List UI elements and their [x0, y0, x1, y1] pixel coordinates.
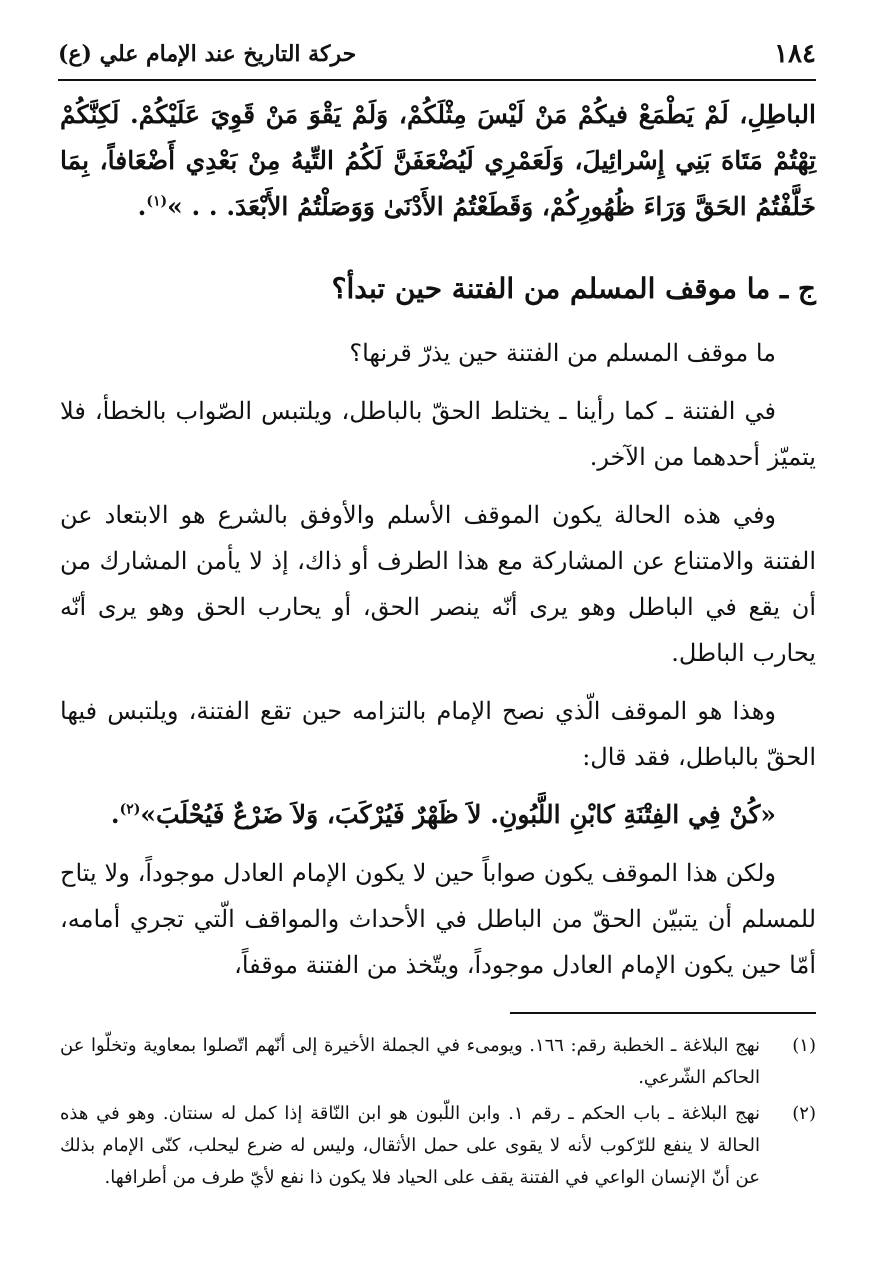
paragraph-imam-advice: وهذا هو الموقف الّذي نصح الإمام بالتزامه حين تقع الفتنة، ويلتبس فيها الحقّ بالباطل، فقد قال: — [60, 697, 816, 771]
quote-ibn-labun: «كُنْ فِي الفِتْنَةِ كابْنِ اللَّبُونِ. لاَ ظَهْرٌ فَيُرْكَبَ، وَلاَ ضَرْعٌ فَيُحْلَبَ»$^{(٢)}$. — [110, 800, 776, 829]
footnote-text: نهج البلاغة ـ باب الحكم ـ رقم ١. وابن اللّبون هو ابن النّاقة إذا كمل له سنتان. وهو في هذه الحالة لا ينفع للرّكوب لأنه لا يقوى على حمل الأثقال، وليس له ضرع ليحلب، كنّى الإمام بذلك عن أنّ الإنسان الواعي في الفتنة يقف على الحياد فلا يكون ذا نفع لأيّ طرف من أطرافها. — [60, 1103, 760, 1188]
footnote-text: نهج البلاغة ـ الخطبة رقم: ١٦٦. ويومىء في الجملة الأخيرة إلى أنّهم اتّصلوا بمعاوية وتخلّوا عن الحاكم الشّرعي. — [60, 1035, 760, 1088]
paragraph-question: ما موقف المسلم من الفتنة حين يذرّ قرنها؟ — [349, 339, 776, 367]
quote-continuation: الباطِلِ، لَمْ يَطْمَعْ فيكُمْ مَنْ لَيْسَ مِثْلَكُمْ، وَلَمْ يَقْوَ مَنْ قَوِيَ عَلَيْكُمْ. لَكِنَّكُمْ تِهْتُمْ مَتَاهَ بَنِي إِسْرائِيلَ، وَلَعَمْرِي لَيُضْعَفَنَّ لَكُمُ التِّيهُ مِنْ بَعْدِي أَضْعَافاً، بِمَا خَلَّفْتُمُ الحَقَّ وَرَاءَ ظُهُورِكُمْ، وَقَطَعْتُمُ الأَدْنَىٰ وَوَصَلْتُمُ الأَبْعَدَ. . . »$^{(١)}$. — [60, 100, 816, 221]
paragraph-position: وفي هذه الحالة يكون الموقف الأسلم والأوفق بالشرع هو الابتعاد عن الفتنة والامتناع عن المشاركة مع هذا الطرف أو ذاك، إذ لا يأمن المشارك من أن يقع في الباطل وهو يرى أنّه ينصر الحق، أو يحارب الحق وهو يرى أنّه يحارب الباطل. — [60, 501, 816, 667]
footnote-ref-1: (١) — [146, 193, 168, 210]
paragraph-fitna: في الفتنة ـ كما رأينا ـ يختلط الحقّ بالباطل، ويلتبس الصّواب بالخطأ، فلا يتميّز أحدهما من الآخر. — [60, 397, 816, 471]
quote-ibn-labun-text: «كُنْ فِي الفِتْنَةِ كابْنِ اللَّبُونِ. لاَ ظَهْرٌ فَيُرْكَبَ، وَلاَ ضَرْعٌ فَيُحْلَبَ» — [140, 800, 776, 829]
footnote-number: (٢) — [792, 1103, 816, 1124]
section-heading: ج ـ ما موقف المسلم من الفتنة حين تبدأ؟ — [331, 272, 816, 305]
footnote-2 — [60, 1098, 816, 1194]
main-text — [60, 92, 816, 1000]
paragraph-just-imam: ولكن هذا الموقف يكون صواباً حين لا يكون الإمام العادل موجوداً، ولا يتاح للمسلم أن يتبيّن الحقّ من الباطل في الأحداث والمواقف الّتي تجري أمامه، أمّا حين يكون الإمام العادل موجوداً، ويتّخذ من الفتنة موقفاً، — [60, 859, 816, 979]
header-divider — [58, 79, 816, 81]
page-header — [58, 30, 816, 78]
page-number: ١٨٤ — [774, 39, 816, 69]
footnote-1 — [60, 1030, 816, 1094]
footnote-ref-2: (٢) — [119, 801, 141, 818]
quote-continuation-text: الباطِلِ، لَمْ يَطْمَعْ فيكُمْ مَنْ لَيْسَ مِثْلَكُمْ، وَلَمْ يَقْوَ مَنْ قَوِيَ عَلَيْكُمْ. لَكِنَّكُمْ تِهْتُمْ مَتَاهَ بَنِي إِسْرائِيلَ، وَلَعَمْرِي لَيُضْعَفَنَّ لَكُمُ التِّيهُ مِنْ بَعْدِي أَضْعَافاً، بِمَا خَلَّفْتُمُ الحَقَّ وَرَاءَ ظُهُورِكُمْ، وَقَطَعْتُمُ الأَدْنَىٰ وَوَصَلْتُمُ الأَبْعَدَ. . . » — [60, 100, 816, 221]
running-title: حركة التاريخ عند الإمام علي (ع) — [58, 41, 357, 67]
footnote-number: (١) — [792, 1035, 816, 1056]
footnote-divider — [510, 1012, 816, 1014]
footnotes — [60, 1030, 816, 1198]
